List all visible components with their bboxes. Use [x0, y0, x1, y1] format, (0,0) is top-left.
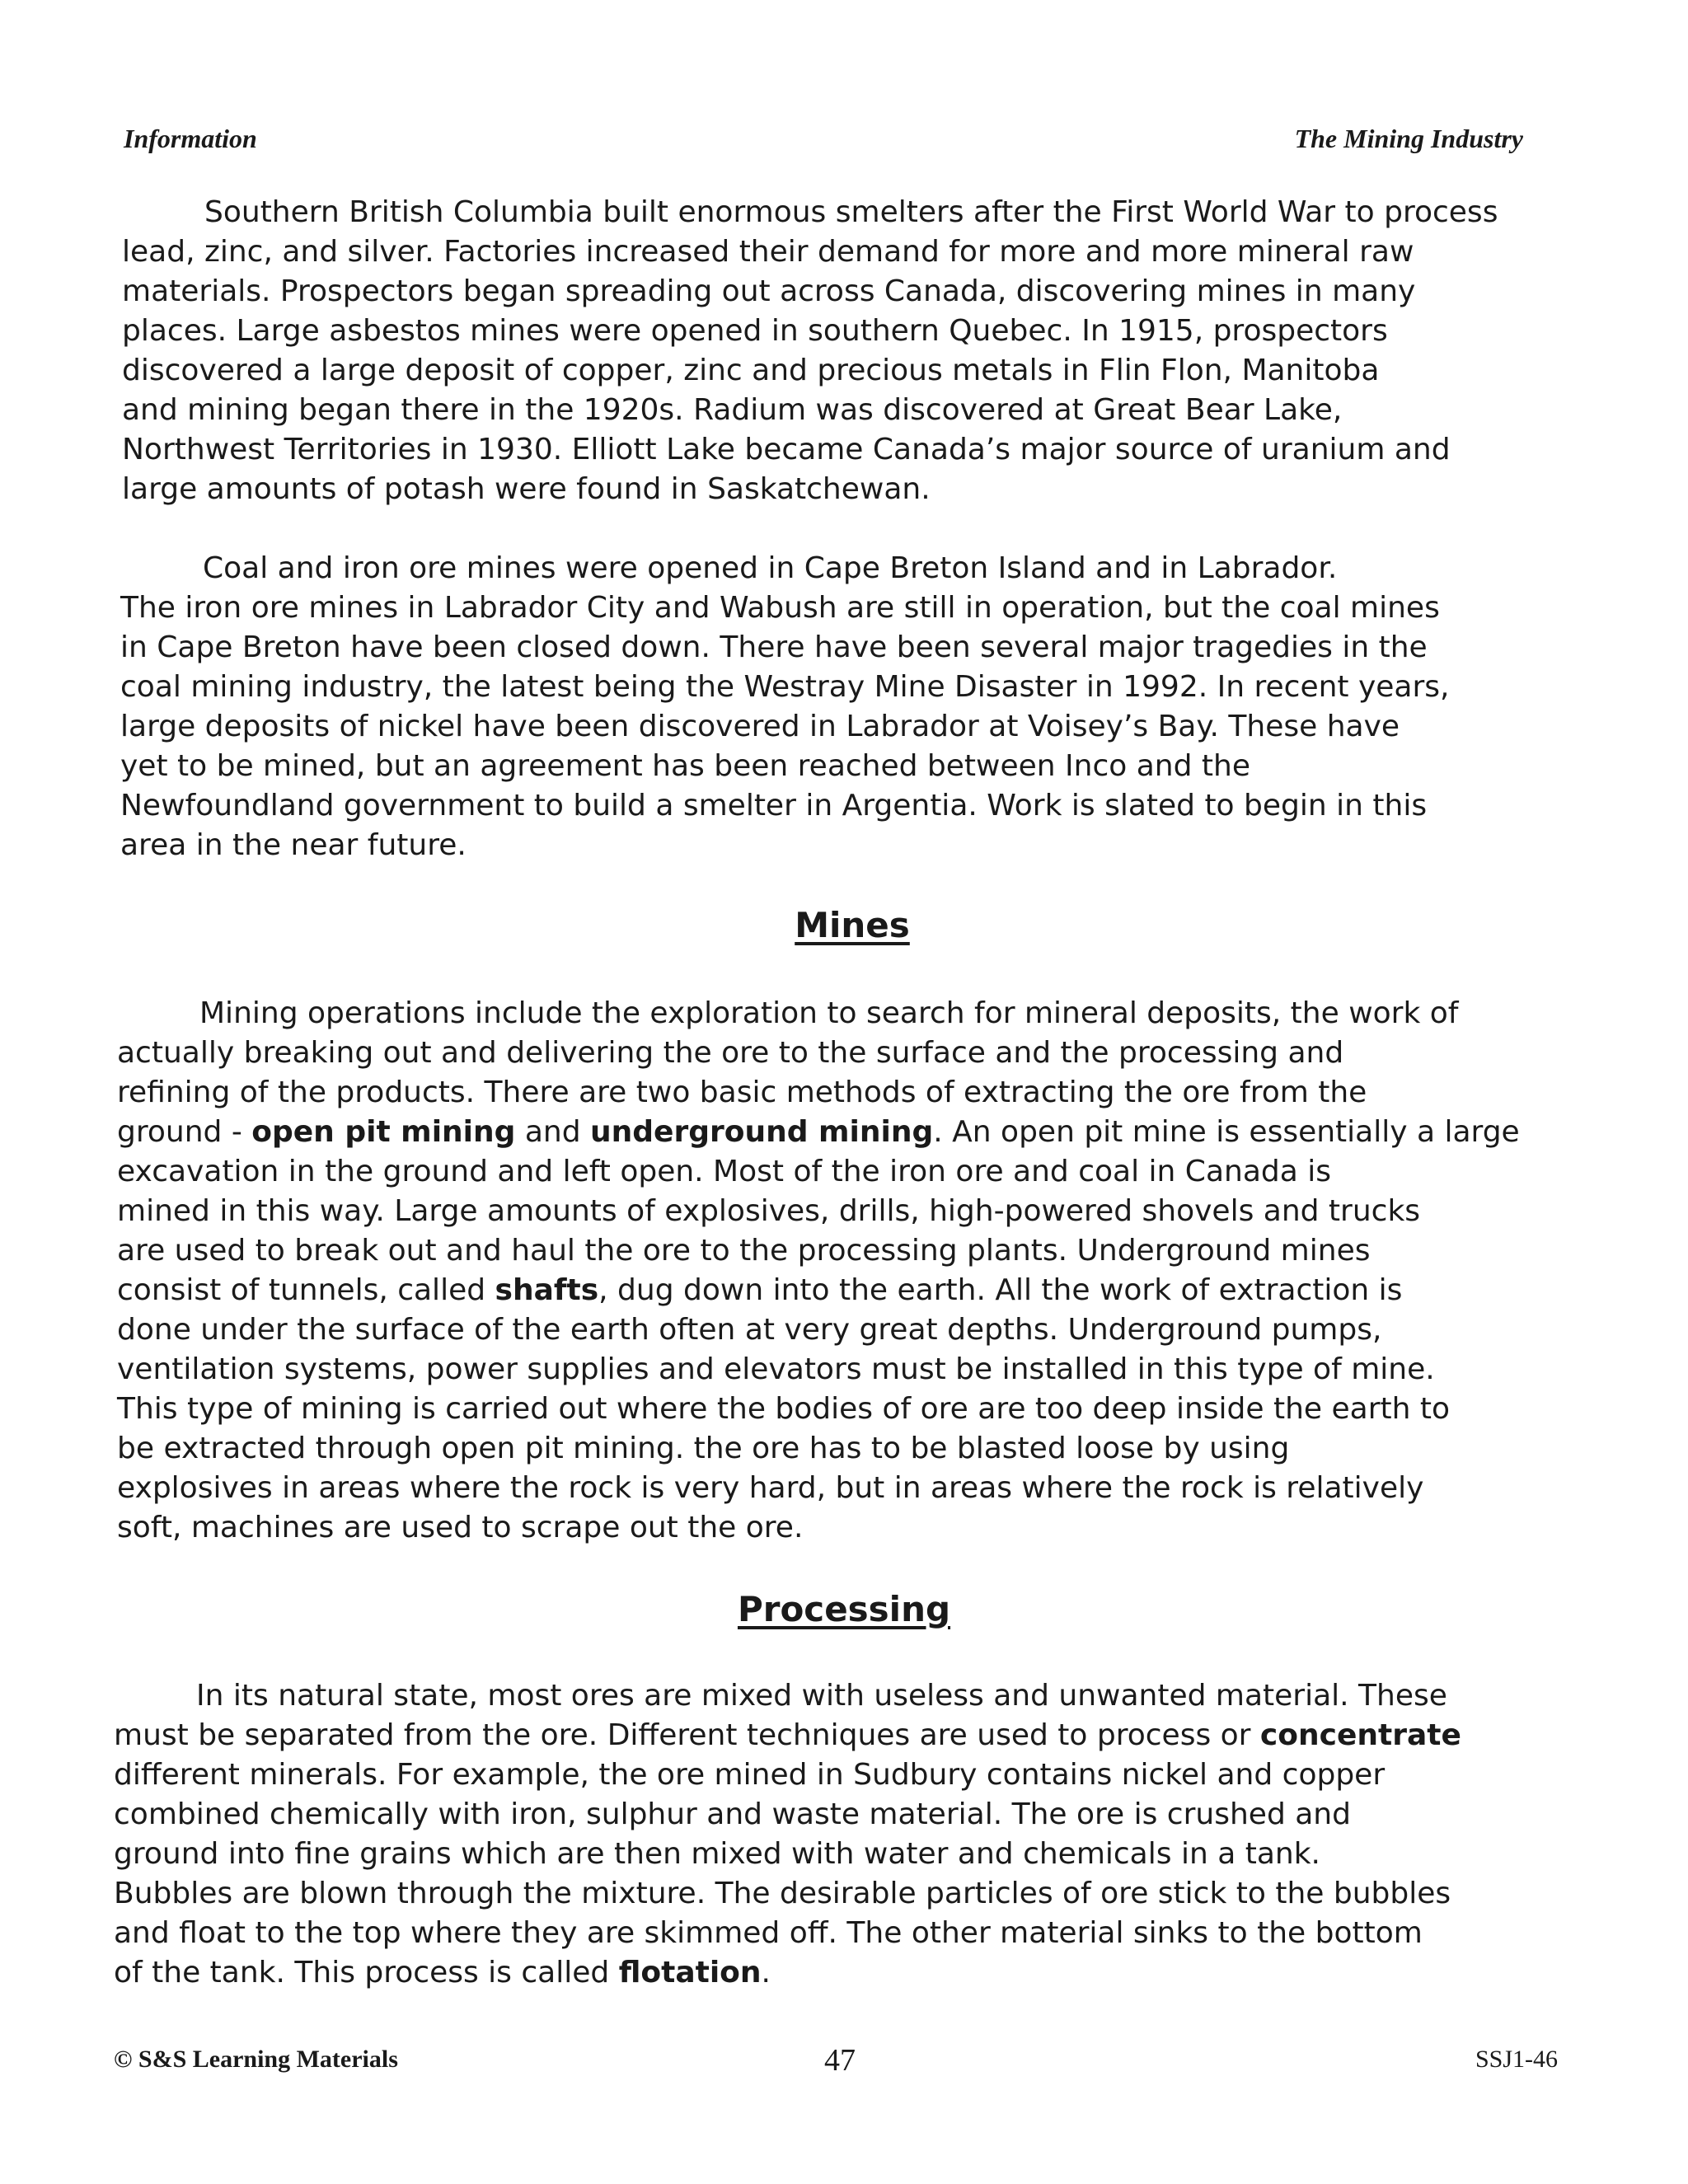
text-line: in Cape Breton have been closed down. There have been several major tragedies in the — [120, 630, 1428, 664]
term-concentrate: concentrate — [1259, 1718, 1461, 1752]
text-line: are used to break out and haul the ore to the processing plants. Underground mines — [117, 1234, 1371, 1268]
text-line: In its natural state, most ores are mixed with useless and unwanted material. These — [196, 1679, 1447, 1713]
text-line: places. Large asbestos mines were opened in southern Quebec. In 1915, prospectors — [122, 314, 1388, 348]
text-line: combined chemically with iron, sulphur and waste material. The ore is crushed and — [114, 1797, 1351, 1831]
text-fragment: must be separated from the ore. Different techniques are used to process or — [114, 1718, 1260, 1752]
text-line: Southern British Columbia built enormous smelters after the First World War to process — [204, 195, 1498, 229]
text-line: materials. Prospectors began spreading out across Canada, discovering mines in many — [122, 274, 1416, 308]
section-heading-mines: Mines — [795, 905, 910, 945]
text-line: Northwest Territories in 1930. Elliott Lake became Canada’s major source of uranium and — [122, 433, 1451, 466]
paragraph-mining-methods — [117, 994, 1568, 1548]
text-line: done under the surface of the earth often at very great depths. Underground pumps, — [117, 1313, 1382, 1347]
text-line: ground into fine grains which are then mixed with water and chemicals in a tank. — [114, 1837, 1320, 1871]
text-line: Coal and iron ore mines were opened in Cape Breton Island and in Labrador. — [203, 551, 1338, 585]
section-heading-processing: Processing — [737, 1589, 951, 1629]
text-line: Newfoundland government to build a smelter in Argentia. Work is slated to begin in this — [120, 789, 1428, 823]
page-number: 47 — [824, 2043, 856, 2078]
text-line: This type of mining is carried out where the bodies of ore are too deep inside the earth to — [117, 1392, 1451, 1426]
text-line: excavation in the ground and left open. Most of the iron ore and coal in Canada is — [117, 1155, 1331, 1188]
paragraph-coal-iron — [120, 549, 1571, 865]
text-line: large deposits of nickel have been discovered in Labrador at Voisey’s Bay. These have — [120, 710, 1400, 743]
text-line: Bubbles are blown through the mixture. The desirable particles of ore stick to the bubbles — [114, 1877, 1451, 1910]
header-chapter-title: The Mining Industry — [1294, 124, 1523, 153]
header-section-label: Information — [124, 124, 257, 153]
text-line: Mining operations include the exploration to search for mineral deposits, the work of — [199, 996, 1459, 1030]
term-shafts: shafts — [495, 1273, 599, 1307]
text-line — [114, 1716, 1564, 1755]
text-line: actually breaking out and delivering the ore to the surface and the processing and — [117, 1036, 1344, 1070]
text-fragment: ground - — [117, 1115, 252, 1149]
text-line: soft, machines are used to scrape out the ore. — [117, 1511, 804, 1544]
footer-copyright: © S&S Learning Materials — [114, 2046, 398, 2073]
text-line — [117, 1271, 1568, 1310]
text-line: be extracted through open pit mining. the ore has to be blasted loose by using — [117, 1432, 1290, 1465]
text-fragment: consist of tunnels, called — [117, 1273, 495, 1307]
paragraph-processing — [114, 1676, 1564, 1993]
text-line: The iron ore mines in Labrador City and Wabush are still in operation, but the coal mines — [120, 591, 1440, 625]
text-line: refining of the products. There are two basic methods of extracting the ore from the — [117, 1076, 1367, 1109]
text-line: lead, zinc, and silver. Factories increased their demand for more and more mineral raw — [122, 235, 1414, 269]
text-fragment: , dug down into the earth. All the work of extraction is — [598, 1273, 1403, 1307]
text-line — [114, 1953, 1564, 1993]
text-fragment: of the tank. This process is called — [114, 1956, 619, 1990]
text-line: explosives in areas where the rock is very hard, but in areas where the rock is relatively — [117, 1471, 1424, 1505]
text-line: coal mining industry, the latest being the Westray Mine Disaster in 1992. In recent years, — [120, 670, 1450, 704]
text-line: ventilation systems, power supplies and elevators must be installed in this type of mine. — [117, 1352, 1435, 1386]
text-line: discovered a large deposit of copper, zinc and precious metals in Flin Flon, Manitoba — [122, 354, 1380, 387]
text-line: and mining began there in the 1920s. Radium was discovered at Great Bear Lake, — [122, 393, 1343, 427]
text-line: area in the near future. — [120, 828, 467, 862]
text-fragment: . An open pit mine is essentially a large — [933, 1115, 1520, 1149]
text-line: different minerals. For example, the ore mined in Sudbury contains nickel and copper — [114, 1758, 1386, 1792]
text-fragment: . — [761, 1956, 771, 1990]
text-line — [117, 1113, 1568, 1152]
text-line: and float to the top where they are skimmed off. The other material sinks to the bottom — [114, 1916, 1423, 1950]
text-line: large amounts of potash were found in Saskatchewan. — [122, 472, 931, 506]
text-fragment: and — [515, 1115, 591, 1149]
term-underground-mining: underground mining — [590, 1115, 934, 1149]
footer-code: SSJ1-46 — [1475, 2046, 1558, 2073]
paragraph-smelters — [122, 193, 1573, 509]
term-flotation: flotation — [618, 1956, 762, 1990]
term-open-pit-mining: open pit mining — [251, 1115, 516, 1149]
text-line: yet to be mined, but an agreement has been reached between Inco and the — [120, 749, 1250, 783]
text-line: mined in this way. Large amounts of explosives, drills, high-powered shovels and trucks — [117, 1194, 1421, 1228]
